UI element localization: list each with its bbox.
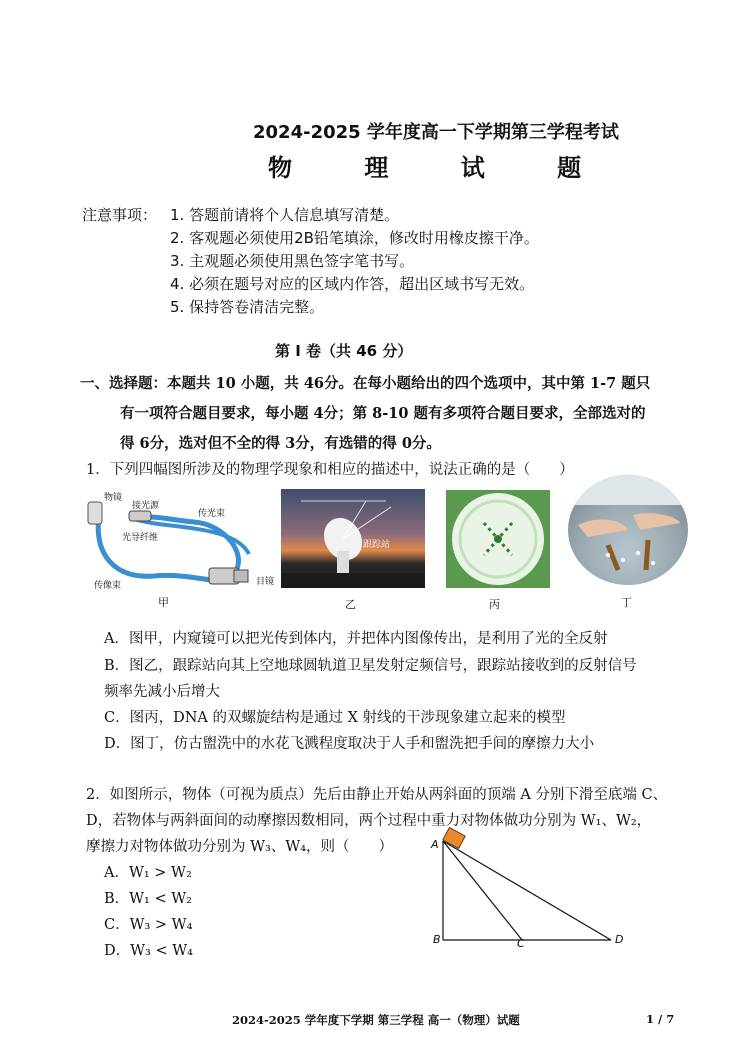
figure-basin [568, 475, 688, 585]
q1-option-c: C．图丙，DNA 的双螺旋结构是通过 X 射线的干涉现象建立起来的模型 [104, 710, 566, 726]
section-heading: 第 Ⅰ 卷（共 46 分） [275, 342, 413, 360]
subject-title: 物 理 试 题 [268, 154, 614, 182]
figure-inclines [425, 825, 635, 950]
figure-xray-pattern [446, 490, 550, 588]
notice-item: 5. 保持答卷清洁完整。 [170, 298, 325, 316]
label-guangdao: 光导纤维 [122, 533, 159, 543]
page-footer: 2024-2025 学年度下学期 第三学程 高一（物理）试题 [232, 1013, 520, 1027]
q2-option-b: B．W₁ < W₂ [104, 891, 192, 907]
point-b-label: B [433, 933, 441, 946]
notice-item: 1. 答题前请将个人信息填写清楚。 [170, 206, 400, 224]
label-jieguangyuan: 接光源 [132, 501, 160, 511]
notice-item: 4. 必须在题号对应的区域内作答，超出区域书写无效。 [170, 275, 535, 293]
caption-bing: 丙 [489, 598, 500, 611]
exam-title: 2024-2025 学年度高一下学期第三学程考试 [253, 122, 619, 143]
page-number: 1 / 7 [646, 1012, 675, 1026]
q1-option-b: B．图乙，跟踪站向其上空地球圆轨道卫星发射定频信号，跟踪站接收到的反射信号 [104, 658, 637, 674]
label-mujing: 目镜 [256, 577, 275, 587]
question-2-stem: 2．如图所示，物体（可视为质点）先后由静止开始从两斜面的顶端 A 分别下滑至底端 C、 [86, 787, 668, 803]
question-2-stem: 摩擦力对物体做功分别为 W₃、W₄，则（ ） [86, 839, 394, 855]
figure-endoscope [74, 484, 274, 604]
question-1-stem: 1．下列四幅图所涉及的物理学现象和相应的描述中，说法正确的是（ ） [86, 462, 574, 478]
q2-option-a: A．W₁ > W₂ [104, 865, 192, 881]
q1-option-a: A．图甲，内窥镜可以把光传到体内，并把体内图像传出，是利用了光的全反射 [104, 631, 608, 647]
section-intro-line: 有一项符合题目要求，每小题 4分；第 8-10 题有多项符合题目要求，全部选对的 [120, 405, 646, 422]
q1-option-b-cont: 频率先减小后增大 [104, 684, 220, 700]
point-a-label: A [431, 838, 439, 851]
notice-label: 注意事项： [82, 206, 158, 224]
notice-item: 2. 客观题必须使用2B铅笔填涂，修改时用橡皮擦干净。 [170, 229, 539, 247]
diffraction-drawing [446, 490, 550, 588]
section-intro-line: 一、选择题：本题共 10 小题，共 46分。在每小题给出的四个选项中，其中第 1-7 题只 [80, 375, 651, 392]
question-2-stem: D，若物体与两斜面间的动摩擦因数相同，两个过程中重力对物体做功分别为 W₁、W₂， [86, 813, 652, 829]
q2-option-c: C．W₃ > W₄ [104, 917, 193, 933]
caption-ding: 丁 [621, 596, 632, 609]
label-chuanguangshu: 传光束 [198, 509, 226, 519]
incline-drawing [425, 825, 635, 950]
q2-option-d: D．W₃ < W₄ [104, 943, 193, 959]
point-c-label: C [517, 937, 525, 950]
caption-jia: 甲 [158, 596, 169, 609]
section-intro-line: 得 6分，选对但不全的得 3分，有选错的得 0分。 [120, 435, 441, 452]
point-d-label: D [615, 933, 624, 946]
label-chuanxiangshu: 传像束 [94, 581, 122, 591]
figure-tracking-station [281, 489, 425, 588]
basin-drawing [568, 475, 688, 585]
label-wujing: 物镜 [104, 493, 123, 503]
caption-yi: 乙 [345, 598, 356, 611]
tracking-dish-drawing [281, 489, 425, 588]
q1-option-d: D．图丁，仿古盥洗中的水花飞溅程度取决于人手和盥洗把手间的摩擦力大小 [104, 736, 595, 752]
label-genzongzhan: 跟踪站 [363, 540, 391, 550]
notice-item: 3. 主观题必须使用黑色签字笔书写。 [170, 252, 415, 270]
